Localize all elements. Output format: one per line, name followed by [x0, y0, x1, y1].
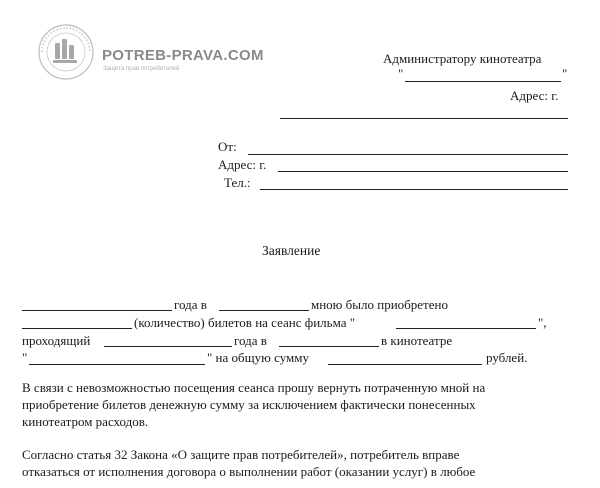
addressee-quote-open: ": [398, 66, 404, 81]
body-para3-line2: отказаться от исполнения договора о выполнении работ (оказании услуг) в любое: [22, 464, 476, 479]
body-l2-text-b: ",: [538, 315, 547, 330]
body-blank-sum: [328, 364, 482, 365]
body-l4-text-c: рублей.: [486, 350, 528, 365]
body-para2-line1: В связи с невозможностью посещения сеанса прошу вернуть потраченную мной на: [22, 380, 486, 395]
body-l4-text-b: " на общую сумму: [207, 350, 310, 365]
body-l4-quote-open: ": [22, 350, 28, 365]
body-para2-line3: кинотеатром расходов.: [22, 414, 149, 429]
body-para3-line1: Согласно статья 32 Закона «О защите прав потребителей», потребитель вправе: [22, 447, 460, 462]
body-l1-text-a: года в: [174, 297, 207, 312]
body-blank-film: [396, 328, 536, 329]
sender-from-line: [248, 154, 568, 155]
addressee-address-label: Адрес: г.: [510, 88, 559, 103]
addressee-to: Администратору кинотеатра: [383, 51, 542, 66]
sender-address-line: [278, 171, 568, 172]
body-l2-text-a: (количество) билетов на сеанс фильма ": [134, 315, 356, 330]
potreb-prava-logo-icon: [36, 22, 96, 82]
sender-phone-line: [260, 189, 568, 190]
logo-site-name: POTREB-PRAVA.COM: [102, 47, 264, 64]
body-para2-line2: приобретение билетов денежную сумму за исключением фактически понесенных: [22, 397, 476, 412]
body-l3-text-b: года в: [234, 333, 267, 348]
body-blank-time-2: [279, 346, 379, 347]
sender-from-label: От:: [218, 139, 237, 154]
body-blank-cinema: [29, 364, 205, 365]
body-blank-date-1: [22, 310, 172, 311]
sender-address-label: Адрес: г.: [218, 157, 267, 172]
logo-tagline: Защита прав потребителей: [103, 66, 180, 72]
body-l3-text-a: проходящий: [22, 333, 91, 348]
sender-phone-label: Тел.:: [224, 175, 251, 190]
body-l1-text-b: мною было приобретено: [311, 297, 448, 312]
addressee-quote-close: ": [562, 66, 568, 81]
addressee-cinema-name-line: [405, 81, 561, 82]
body-l3-text-c: в кинотеатре: [381, 333, 453, 348]
document-title: Заявление: [262, 243, 321, 258]
body-blank-quantity: [22, 328, 132, 329]
body-blank-date-2: [104, 346, 232, 347]
addressee-address-line: [280, 118, 568, 119]
body-blank-time-1: [219, 310, 309, 311]
